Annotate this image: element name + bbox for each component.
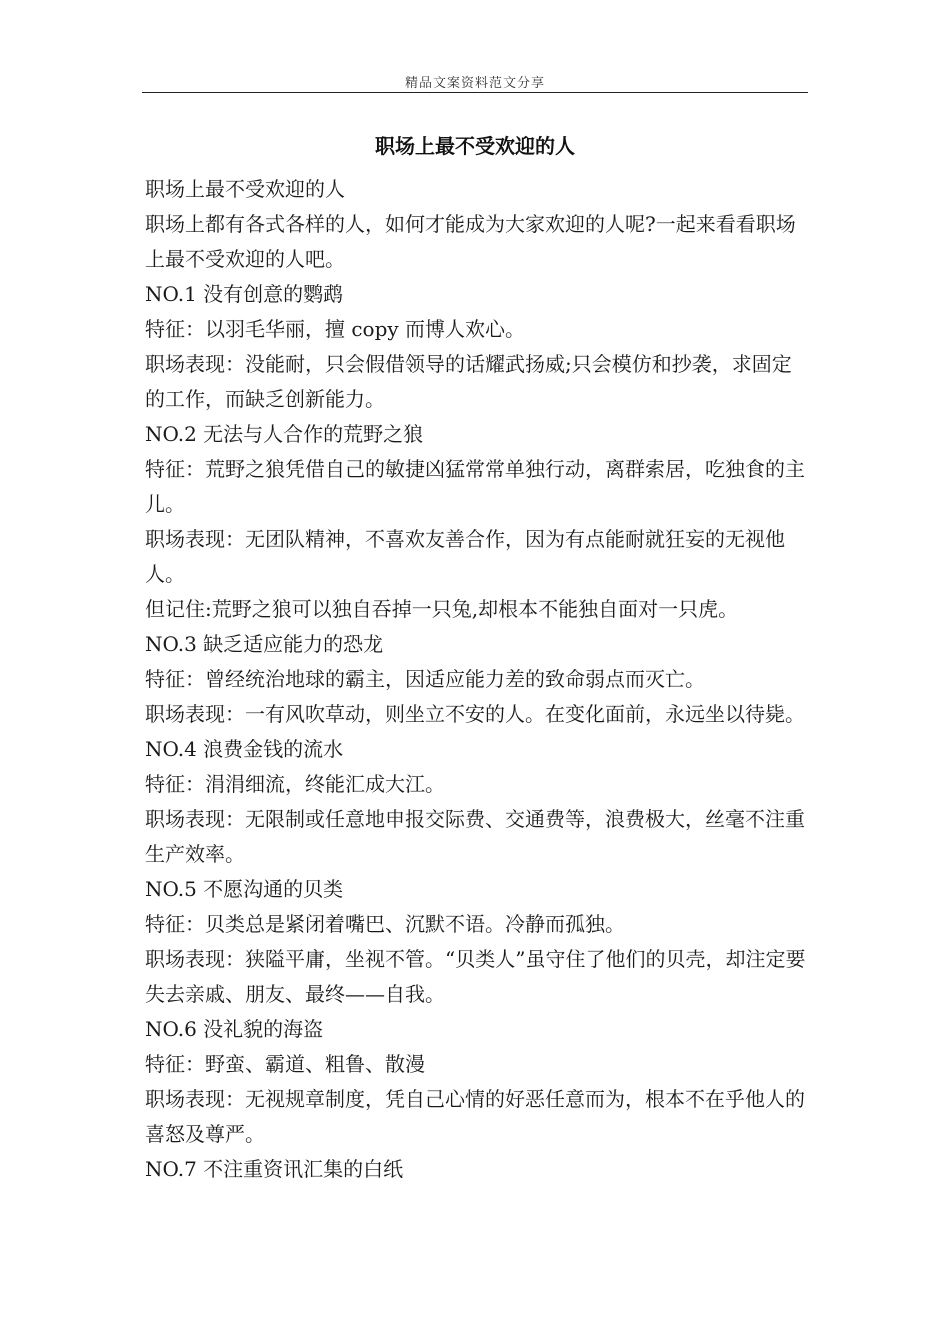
- paragraph: 特征：涓涓细流，终能汇成大江。: [145, 772, 445, 796]
- paragraph: 职场上都有各式各样的人，如何才能成为大家欢迎的人呢?一起来看看职场上最不受欢迎的人吧。: [145, 212, 796, 271]
- paragraph: 特征：以羽毛华丽，擅 copy 而博人欢心。: [145, 317, 526, 341]
- paragraph: 特征：野蛮、霸道、粗鲁、散漫: [145, 1052, 425, 1076]
- paragraph: 职场表现：无团队精神，不喜欢友善合作，因为有点能耐就狂妄的无视他人。: [145, 527, 785, 586]
- document-title: 职场上最不受欢迎的人: [375, 134, 575, 158]
- section-heading: NO.5 不愿沟通的贝类: [145, 877, 344, 901]
- paragraph: 但记住:荒野之狼可以独自吞掉一只兔,却根本不能独自面对一只虎。: [145, 597, 739, 621]
- document-body: [145, 172, 807, 1187]
- section-heading: NO.2 无法与人合作的荒野之狼: [145, 422, 424, 446]
- paragraph: 特征：曾经统治地球的霸主，因适应能力差的致命弱点而灭亡。: [145, 667, 705, 691]
- paragraph: 职场表现：没能耐，只会假借领导的话耀武扬威;只会模仿和抄袭，求固定的工作，而缺乏创新能力。: [145, 352, 792, 411]
- paragraph: 职场表现：无视规章制度，凭自己心情的好恶任意而为，根本不在乎他人的喜怒及尊严。: [145, 1087, 805, 1146]
- paragraph: 职场上最不受欢迎的人: [145, 177, 345, 201]
- section-heading: NO.1 没有创意的鹦鹉: [145, 282, 344, 306]
- section-heading: NO.6 没礼貌的海盗: [145, 1017, 324, 1041]
- section-heading: NO.3 缺乏适应能力的恐龙: [145, 632, 384, 656]
- section-heading: NO.4 浪费金钱的流水: [145, 737, 344, 761]
- page-header: 精品文案资料范文分享: [404, 76, 545, 91]
- paragraph: 职场表现：狭隘平庸，坐视不管。“贝类人”虽守住了他们的贝壳，却注定要失去亲戚、朋友、最终——自我。: [145, 947, 806, 1006]
- paragraph: 特征：贝类总是紧闭着嘴巴、沉默不语。冷静而孤独。: [145, 912, 625, 936]
- paragraph: 职场表现：一有风吹草动，则坐立不安的人。在变化面前，永远坐以待毙。: [145, 702, 805, 726]
- paragraph: 特征：荒野之狼凭借自己的敏捷凶猛常常单独行动，离群索居，吃独食的主儿。: [145, 457, 805, 516]
- header-divider: [142, 92, 808, 93]
- section-heading: NO.7 不注重资讯汇集的白纸: [145, 1157, 404, 1181]
- paragraph: 职场表现：无限制或任意地申报交际费、交通费等，浪费极大，丝毫不注重生产效率。: [145, 807, 805, 866]
